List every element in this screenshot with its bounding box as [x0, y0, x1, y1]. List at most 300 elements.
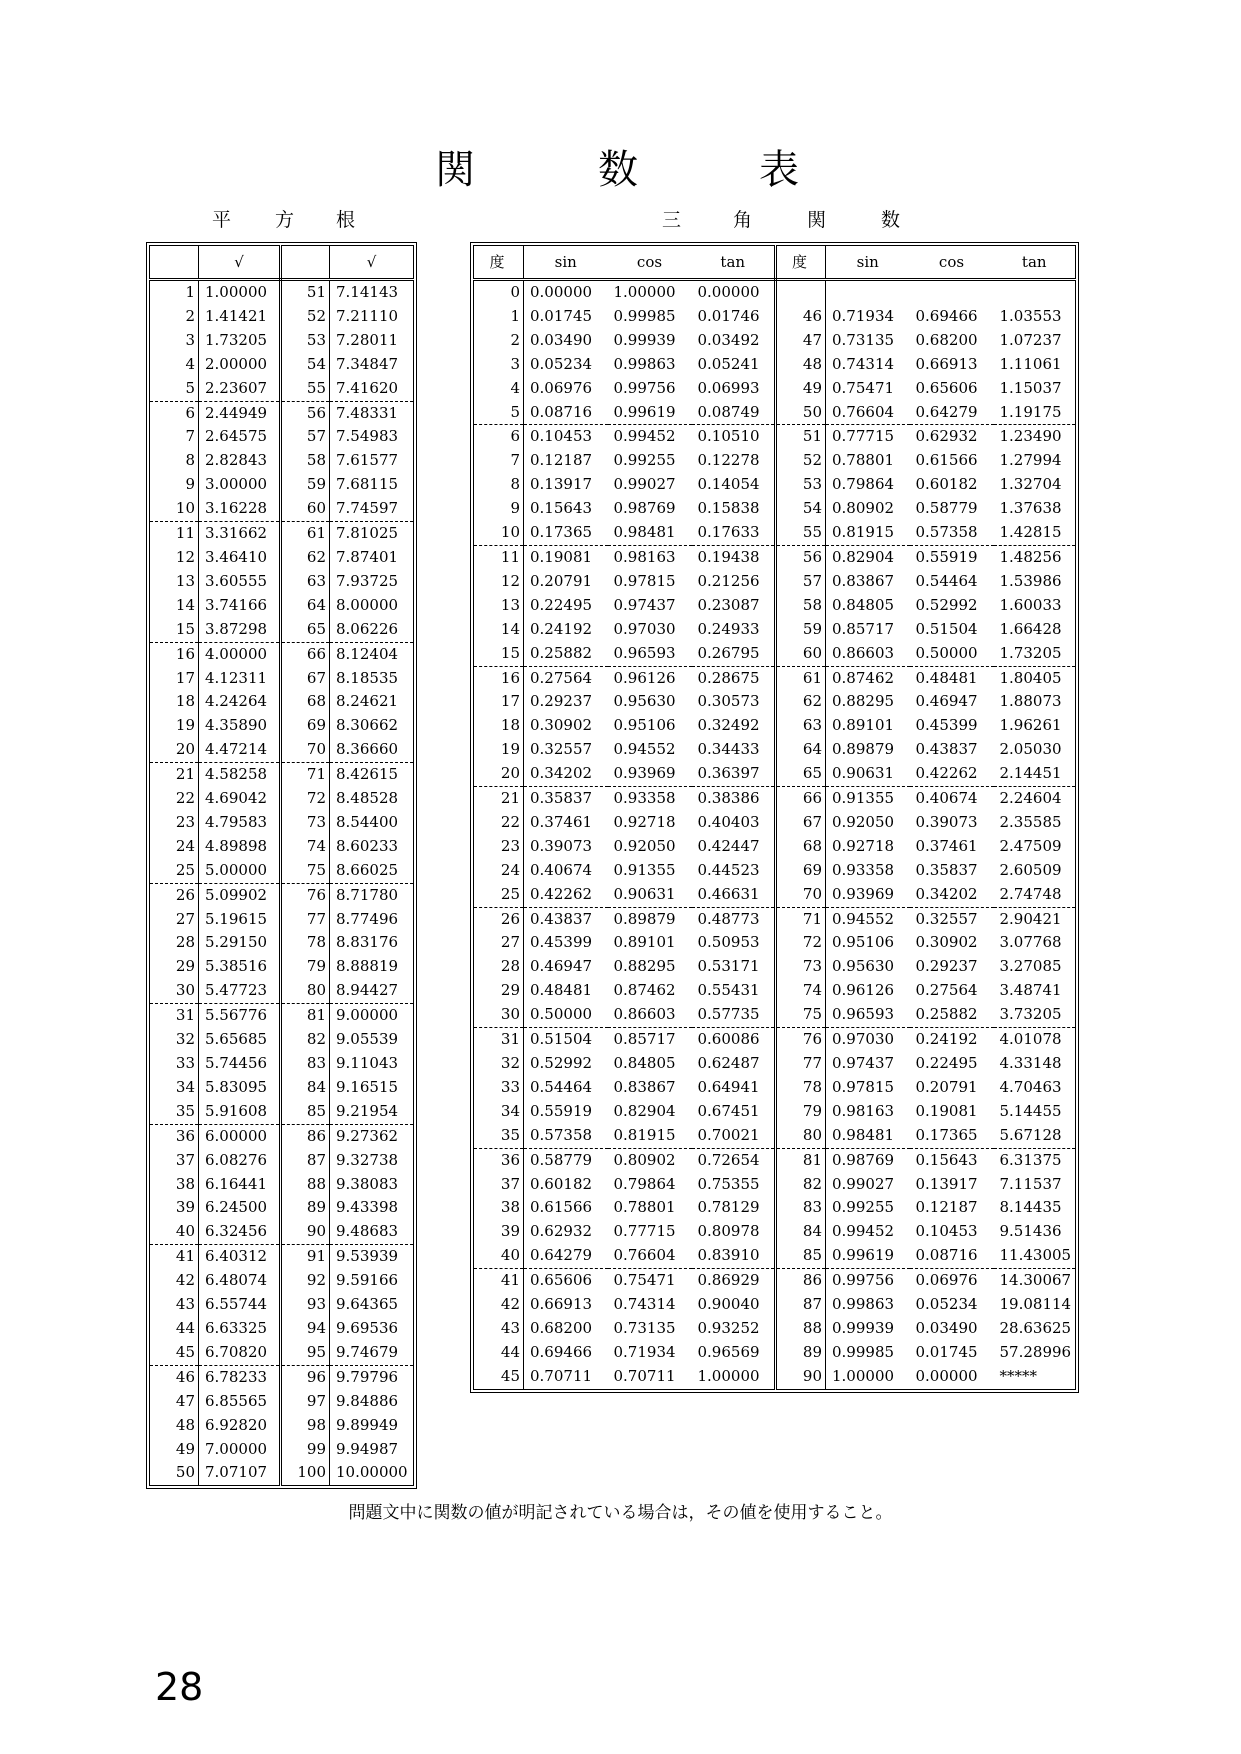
- sqrt-number: 17: [150, 667, 199, 691]
- trig-cos: 0.97815: [613, 571, 676, 590]
- trig-sin: 0.19081: [530, 547, 593, 566]
- trig-tan: 0.00000: [692, 280, 776, 305]
- trig-sin: 0.66913: [530, 1295, 593, 1314]
- trig-table-frame: [470, 242, 1079, 1393]
- table-row: [474, 1076, 1076, 1100]
- sqrt-number: 26: [150, 883, 199, 907]
- trig-sin: 0.34202: [524, 762, 608, 786]
- trig-tan: 2.24604: [999, 789, 1062, 808]
- sqrt-number: 46: [150, 1365, 199, 1389]
- trig-tan: 6.31375: [999, 1150, 1062, 1169]
- table-row: [150, 1269, 414, 1293]
- trig-header-row: [474, 246, 1076, 280]
- table-row: [150, 835, 414, 859]
- sqrt-value: 8.18535: [336, 668, 399, 687]
- sqrt-value: 9.00000: [336, 1006, 399, 1025]
- trig-degree: 76: [776, 1028, 826, 1052]
- table-row: [150, 1438, 414, 1462]
- trig-sin: 0.51504: [530, 1030, 593, 1049]
- trig-sin: 0.24192: [530, 619, 593, 638]
- table-row: [150, 1317, 414, 1341]
- trig-degree: 31: [474, 1028, 524, 1052]
- sqrt-value: 5.74456: [199, 1052, 281, 1076]
- trig-sin: 0.99452: [832, 1222, 895, 1241]
- trig-cos: 0.00000: [915, 1366, 978, 1385]
- trig-cos: 0.60182: [915, 475, 978, 494]
- table-row: [150, 425, 414, 449]
- trig-degree: 54: [776, 497, 826, 521]
- trig-cos: 0.71934: [613, 1342, 676, 1361]
- trig-degree: 32: [474, 1052, 524, 1076]
- table-row: [150, 497, 414, 521]
- table-row: [474, 1196, 1076, 1220]
- sqrt-value: 7.54983: [336, 427, 399, 446]
- sqrt-value: 9.48683: [330, 1220, 414, 1244]
- trig-header-sin: sin: [524, 246, 608, 280]
- trig-tan: 0.08749: [692, 401, 776, 425]
- table-row: [474, 1003, 1076, 1027]
- page-title: [420, 145, 820, 195]
- trig-cos: 0.27564: [915, 981, 978, 1000]
- sqrt-value: 9.94987: [336, 1439, 399, 1458]
- heading-char: 根: [336, 209, 356, 231]
- sqrt-value: 8.71780: [336, 885, 399, 904]
- table-row: [474, 762, 1076, 786]
- trig-cos: 0.20791: [915, 1077, 978, 1096]
- trig-degree: 52: [776, 449, 826, 473]
- trig-degree: 6: [474, 425, 524, 449]
- sqrt-value: 5.56776: [199, 1004, 281, 1028]
- trig-degree: 1: [474, 305, 524, 329]
- trig-cos: 0.43837: [915, 740, 978, 759]
- sqrt-value: 3.74166: [199, 594, 281, 618]
- sqrt-number: 22: [150, 787, 199, 811]
- trig-sin: 0.15643: [530, 499, 593, 518]
- sqrt-value: 3.00000: [199, 473, 281, 497]
- sqrt-number: 49: [150, 1438, 199, 1462]
- sqrt-value: 6.24500: [199, 1196, 281, 1220]
- trig-tan: 0.48773: [692, 907, 776, 931]
- trig-sin: 0.97437: [832, 1054, 895, 1072]
- sqrt-number: 31: [150, 1004, 199, 1028]
- table-row: [150, 329, 414, 353]
- sqrt-number: 50: [150, 1461, 199, 1485]
- table-row: [474, 377, 1076, 401]
- trig-sin: 0.96126: [832, 981, 895, 1000]
- trig-cos: 0.82904: [613, 1101, 676, 1120]
- table-row: [150, 1173, 414, 1197]
- table-row: [474, 883, 1076, 907]
- sqrt-value: 8.30662: [336, 716, 399, 735]
- heading-char: 方: [275, 209, 295, 231]
- sqrt-number: 59: [281, 473, 330, 497]
- table-row: [150, 738, 414, 762]
- trig-tan: 0.38386: [692, 787, 776, 811]
- trig-degree: 37: [474, 1173, 524, 1197]
- trig-tan: 2.35585: [999, 812, 1062, 831]
- table-row: [474, 1365, 1076, 1389]
- trig-sin: 0.54464: [530, 1077, 593, 1096]
- trig-cos: 0.99756: [613, 378, 676, 397]
- trig-cos: 0.74314: [613, 1295, 676, 1314]
- trig-degree: 33: [474, 1076, 524, 1100]
- table-row: [474, 811, 1076, 835]
- table-row: [474, 545, 1076, 569]
- table-row: [150, 859, 414, 883]
- sqrt-value: 7.07107: [199, 1461, 281, 1485]
- trig-sin: 0.10453: [530, 427, 593, 446]
- table-row: [150, 1028, 414, 1052]
- trig-sin: 0.96593: [826, 1003, 910, 1027]
- sqrt-number: 90: [281, 1220, 330, 1244]
- heading-char: 三: [662, 209, 682, 231]
- trig-tan: 0.06993: [692, 377, 776, 401]
- trig-tan: 0.46631: [692, 883, 776, 907]
- trig-tan: 0.03492: [692, 329, 776, 353]
- sqrt-value: 8.94427: [330, 979, 414, 1003]
- trig-cos: 0.96126: [613, 668, 676, 687]
- trig-tan: 5.67128: [994, 1124, 1076, 1148]
- trig-degree: 90: [776, 1365, 826, 1389]
- trig-degree: 55: [776, 521, 826, 545]
- trig-cos: 0.90631: [608, 883, 692, 907]
- trig-tan: 0.40403: [692, 811, 776, 835]
- trig-tan: 3.73205: [994, 1003, 1076, 1027]
- trig-degree: 3: [474, 353, 524, 377]
- trig-cos: 0.83867: [613, 1077, 676, 1096]
- sqrt-value: 4.79583: [199, 811, 281, 835]
- sqrt-value: 7.61577: [336, 451, 399, 470]
- trig-cos: 0.46947: [915, 692, 978, 711]
- trig-header-tan: tan: [692, 246, 776, 280]
- sqrt-header-symbol: √: [199, 246, 281, 280]
- trig-tan: 2.05030: [999, 740, 1062, 759]
- trig-sin: 0.99619: [826, 1244, 910, 1268]
- trig-degree: 0: [474, 280, 524, 305]
- table-row: [150, 811, 414, 835]
- sqrt-value: 6.70820: [199, 1341, 281, 1365]
- table-row: [150, 714, 414, 738]
- trig-cos: 0.70711: [613, 1366, 676, 1385]
- sqrt-number: 27: [150, 908, 199, 932]
- sqrt-value: 8.00000: [336, 595, 399, 614]
- trig-degree: 30: [474, 1003, 524, 1027]
- table-row: [474, 280, 1076, 305]
- trig-tan: 0.75355: [692, 1173, 776, 1197]
- trig-sin: 0.97815: [832, 1077, 895, 1096]
- table-row: [150, 787, 414, 811]
- trig-sin: 0.29237: [530, 692, 593, 711]
- trig-cos: 0.86603: [608, 1003, 692, 1027]
- sqrt-value: 3.46410: [199, 546, 281, 570]
- trig-tan: 19.08114: [999, 1295, 1072, 1314]
- trig-degree: 36: [474, 1148, 524, 1172]
- trig-sin: 0.52992: [530, 1054, 593, 1072]
- trig-degree: 42: [474, 1293, 524, 1317]
- trig-degree: 50: [776, 401, 826, 425]
- trig-header-cos: cos: [608, 246, 692, 280]
- trig-tan: 7.11537: [999, 1174, 1062, 1193]
- trig-cos: 0.29237: [915, 957, 978, 976]
- table-row: [474, 690, 1076, 714]
- trig-cos: 0.40674: [915, 789, 978, 808]
- sqrt-value: 9.43398: [336, 1198, 399, 1217]
- sqrt-number: 83: [281, 1052, 330, 1076]
- trig-sin: 0.98481: [826, 1124, 910, 1148]
- trig-cos: 0.42262: [910, 762, 994, 786]
- table-row: [150, 1052, 414, 1076]
- sqrt-value: 8.42615: [336, 765, 399, 784]
- trig-tan: 0.60086: [692, 1028, 776, 1052]
- trig-sin: 0.99863: [832, 1295, 895, 1314]
- table-row: [150, 883, 414, 907]
- trig-cos: 0.99939: [613, 330, 676, 349]
- table-row: [150, 353, 414, 377]
- trig-cos: 0.91355: [613, 860, 676, 879]
- trig-cos: 0.50000: [910, 642, 994, 666]
- trig-cos: 0.85717: [613, 1030, 676, 1049]
- table-row: [150, 979, 414, 1003]
- sqrt-value: 7.68115: [336, 475, 399, 494]
- trig-cos: 0.12187: [915, 1198, 978, 1217]
- trig-sin: 0.75471: [832, 378, 895, 397]
- trig-sin: 0.32557: [530, 740, 593, 759]
- sqrt-value: 7.48331: [336, 403, 399, 422]
- trig-header-deg: 度: [776, 246, 826, 280]
- trig-degree: 70: [776, 883, 826, 907]
- sqrt-number: 93: [281, 1293, 330, 1317]
- trig-sin: 0.58779: [530, 1150, 593, 1169]
- trig-degree: 5: [474, 401, 524, 425]
- trig-degree: 71: [776, 907, 826, 931]
- sqrt-value: 6.08276: [199, 1149, 281, 1173]
- table-row: [474, 305, 1076, 329]
- trig-sin: 0.13917: [530, 475, 593, 494]
- trig-sin: 0.05234: [530, 354, 593, 373]
- heading-char: 関: [807, 209, 827, 231]
- sqrt-value: 8.66025: [330, 859, 414, 883]
- trig-degree: 29: [474, 979, 524, 1003]
- title-char: 表: [759, 147, 799, 193]
- heading-char: 角: [733, 209, 753, 231]
- trig-degree: 68: [776, 835, 826, 859]
- sqrt-number: 70: [281, 738, 330, 762]
- trig-degree: 45: [474, 1365, 524, 1389]
- sqrt-number: 74: [281, 835, 330, 859]
- trig-tan: 0.17633: [692, 521, 776, 545]
- sqrt-value: 4.24264: [199, 690, 281, 714]
- trig-cos: 0.98163: [613, 547, 676, 566]
- trig-degree: 8: [474, 473, 524, 497]
- trig-degree: 17: [474, 690, 524, 714]
- sqrt-number: 57: [281, 425, 330, 449]
- trig-tan: 0.93252: [692, 1317, 776, 1341]
- trig-cos: 0.99619: [608, 401, 692, 425]
- sqrt-number: 24: [150, 835, 199, 859]
- sqrt-number: 15: [150, 618, 199, 642]
- trig-cos: 0.84805: [613, 1054, 676, 1072]
- sqrt-value: 7.87401: [336, 547, 399, 566]
- sqrt-number: 87: [281, 1149, 330, 1173]
- trig-tan: 2.90421: [999, 909, 1062, 928]
- sqrt-value: 5.83095: [199, 1076, 281, 1100]
- trig-degree: 48: [776, 353, 826, 377]
- table-row: [150, 1124, 414, 1148]
- sqrt-number: 77: [281, 908, 330, 932]
- sqrt-value: 2.44949: [199, 401, 281, 425]
- trig-cos: 0.30902: [915, 933, 978, 952]
- trig-tan: 3.07768: [999, 933, 1062, 952]
- trig-degree: 23: [474, 835, 524, 859]
- trig-degree: 60: [776, 642, 826, 666]
- trig-degree: 11: [474, 545, 524, 569]
- trig-cos: 0.77715: [613, 1222, 676, 1241]
- trig-degree: 56: [776, 545, 826, 569]
- trig-tan: 0.34433: [692, 738, 776, 762]
- sqrt-number: 8: [150, 449, 199, 473]
- trig-tan: 57.28996: [999, 1342, 1072, 1361]
- sqrt-value: 8.48528: [336, 789, 399, 808]
- heading-char: 数: [881, 209, 901, 231]
- sqrt-value: 1.41421: [199, 305, 281, 329]
- sqrt-number: 28: [150, 931, 199, 955]
- sqrt-value: 7.81025: [336, 524, 399, 543]
- trig-tan: 1.60033: [999, 595, 1062, 614]
- trig-cos: 0.79864: [613, 1174, 676, 1193]
- trig-degree: 57: [776, 570, 826, 594]
- table-row: [150, 1390, 414, 1414]
- trig-degree: 20: [474, 762, 524, 786]
- trig-tan: *****: [999, 1366, 1037, 1385]
- trig-tan: 1.11061: [999, 354, 1062, 373]
- trig-sin: 0.27564: [530, 668, 593, 687]
- trig-cos: 0.32557: [915, 909, 978, 928]
- sqrt-number: 43: [150, 1293, 199, 1317]
- trig-degree: 9: [474, 497, 524, 521]
- sqrt-number: 25: [150, 859, 199, 883]
- trig-degree: 26: [474, 907, 524, 931]
- sqrt-number: 36: [150, 1124, 199, 1148]
- trig-cos: 0.89101: [613, 933, 676, 952]
- trig-tan: 0.53171: [692, 955, 776, 979]
- trig-degree: 18: [474, 714, 524, 738]
- sqrt-number: 80: [281, 979, 330, 1003]
- trig-cos: 0.92050: [613, 836, 676, 855]
- sqrt-value: 7.41620: [330, 377, 414, 401]
- trig-cos: 0.69466: [915, 306, 978, 325]
- sqrt-value: 6.78233: [199, 1365, 281, 1389]
- sqrt-number: 38: [150, 1173, 199, 1197]
- trig-tan: 11.43005: [994, 1244, 1076, 1268]
- sqrt-value: 6.40312: [199, 1245, 281, 1269]
- trig-degree: 41: [474, 1269, 524, 1293]
- sqrt-number: 37: [150, 1149, 199, 1173]
- sqrt-number: 71: [281, 763, 330, 787]
- trig-sin: 0.60182: [530, 1174, 593, 1193]
- trig-degree: 65: [776, 762, 826, 786]
- trig-tan: 2.14451: [994, 762, 1076, 786]
- sqrt-number: 6: [150, 401, 199, 425]
- trig-sin: 0.86603: [826, 642, 910, 666]
- table-row: [474, 1173, 1076, 1197]
- sqrt-number: 32: [150, 1028, 199, 1052]
- heading-char: 平: [212, 209, 232, 231]
- sqrt-value: 3.60555: [199, 570, 281, 594]
- table-row: [474, 714, 1076, 738]
- table-row: [150, 546, 414, 570]
- trig-degree: 69: [776, 859, 826, 883]
- trig-cos: 0.81915: [608, 1124, 692, 1148]
- table-row: [150, 1076, 414, 1100]
- trig-header-tan: tan: [994, 246, 1076, 280]
- sqrt-number: 19: [150, 714, 199, 738]
- sqrt-value: 9.53939: [336, 1247, 399, 1266]
- table-row: [474, 425, 1076, 449]
- sqrt-number: 72: [281, 787, 330, 811]
- trig-degree: 80: [776, 1124, 826, 1148]
- sqrt-number: 10: [150, 497, 199, 521]
- trig-cos: 0.99985: [613, 306, 676, 325]
- table-row: [474, 1244, 1076, 1268]
- sqrt-value: 7.21110: [336, 306, 399, 325]
- trig-degree: 16: [474, 666, 524, 690]
- sqrt-number: 53: [281, 329, 330, 353]
- sqrt-value: 5.65685: [199, 1028, 281, 1052]
- trig-sin: 0.99939: [832, 1318, 895, 1337]
- trig-tan: 0.05241: [692, 353, 776, 377]
- sqrt-number: 84: [281, 1076, 330, 1100]
- sqrt-number: 16: [150, 642, 199, 666]
- trig-sin: 0.93969: [826, 883, 910, 907]
- sqrt-value: 7.00000: [199, 1438, 281, 1462]
- trig-cos: 0.35837: [915, 860, 978, 879]
- trig-sin: 0.92718: [832, 836, 895, 855]
- trig-sin: 0.76604: [826, 401, 910, 425]
- sqrt-number: 41: [150, 1245, 199, 1269]
- trig-sin: 0.40674: [530, 860, 593, 879]
- sqrt-value: 6.32456: [199, 1220, 281, 1244]
- trig-cos: 0.73135: [613, 1318, 676, 1337]
- trig-tan: 1.19175: [994, 401, 1076, 425]
- trig-tan: 2.60509: [999, 860, 1062, 879]
- sqrt-value: 5.47723: [199, 979, 281, 1003]
- trig-cos: 0.22495: [915, 1054, 978, 1072]
- trig-degree: 77: [776, 1052, 826, 1076]
- sqrt-value: 4.47214: [199, 738, 281, 762]
- sqrt-value: 5.38516: [199, 955, 281, 979]
- sqrt-number: 40: [150, 1220, 199, 1244]
- trig-tan: 1.37638: [999, 499, 1062, 518]
- sqrt-value: 9.74679: [330, 1341, 414, 1365]
- sqrt-header-row: [150, 246, 414, 280]
- trig-degree: 87: [776, 1293, 826, 1317]
- trig-tan: 0.15838: [692, 497, 776, 521]
- trig-sin: 0.95106: [832, 933, 895, 952]
- sqrt-header-blank: [281, 246, 330, 280]
- trig-degree: 75: [776, 1003, 826, 1027]
- trig-degree: [776, 280, 826, 305]
- table-row: [150, 642, 414, 666]
- trig-header-deg: 度: [474, 246, 524, 280]
- table-row: [474, 449, 1076, 473]
- trig-degree: 27: [474, 931, 524, 955]
- sqrt-value: 5.19615: [199, 908, 281, 932]
- trig-sin: 0.87462: [832, 668, 895, 687]
- trig-tan: 0.28675: [692, 666, 776, 690]
- trig-degree: 61: [776, 666, 826, 690]
- trig-tan: 0.42447: [692, 835, 776, 859]
- trig-degree: 13: [474, 594, 524, 618]
